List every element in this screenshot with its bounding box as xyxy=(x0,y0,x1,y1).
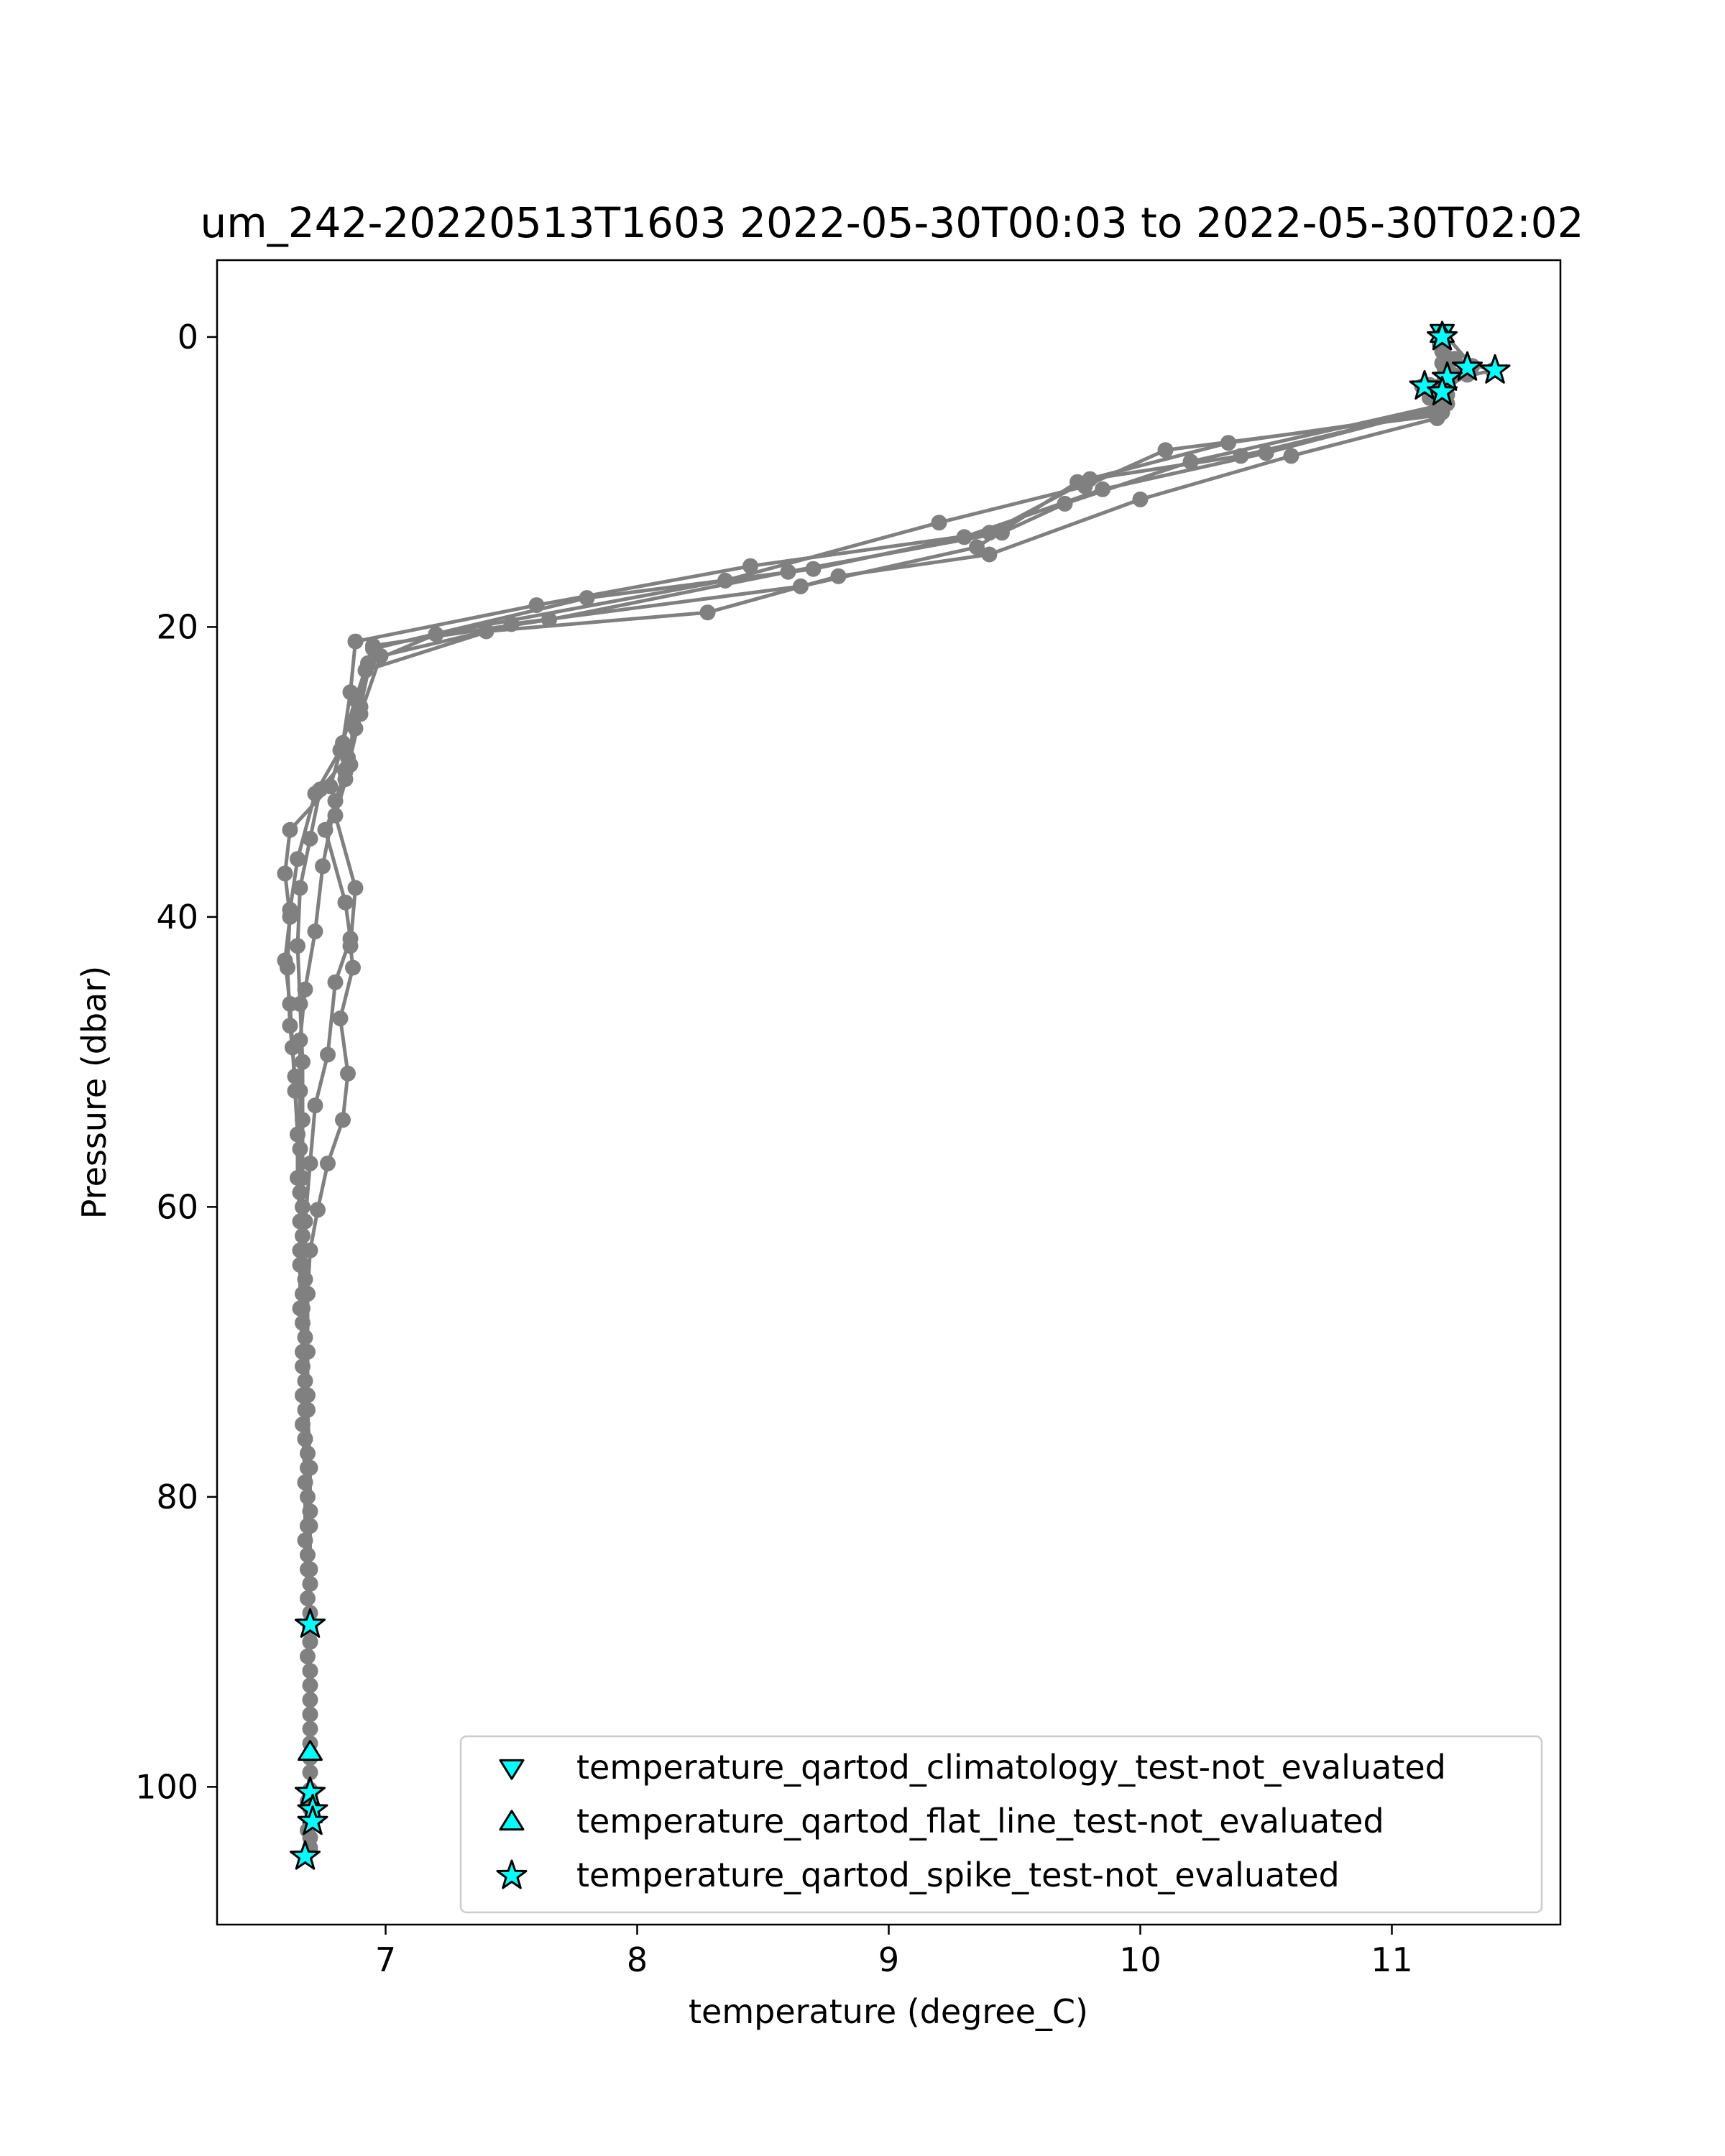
x-tick-label: 9 xyxy=(878,1940,900,1979)
data-point xyxy=(343,931,359,946)
legend-label-spike: temperature_qartod_spike_test-not_evaluated xyxy=(576,1856,1340,1894)
data-point xyxy=(1095,482,1110,497)
data-point xyxy=(1057,496,1073,512)
data-point xyxy=(293,1243,308,1258)
data-point xyxy=(994,525,1010,540)
profile-line-3 xyxy=(300,334,1473,1819)
data-point xyxy=(700,604,716,620)
data-point xyxy=(295,1199,310,1215)
data-point xyxy=(338,771,354,787)
data-point xyxy=(742,558,758,574)
data-point xyxy=(504,616,520,632)
data-point xyxy=(831,568,847,584)
data-point xyxy=(335,1112,351,1128)
y-tick-label: 80 xyxy=(156,1477,198,1516)
data-point xyxy=(345,960,361,976)
triangle-up-flag-marker xyxy=(299,1741,322,1760)
data-point xyxy=(348,634,364,650)
data-point xyxy=(295,1315,310,1331)
data-point xyxy=(340,1066,356,1082)
data-point xyxy=(303,1576,318,1592)
legend-label-climatology: temperature_qartod_climatology_test-not_evaluated xyxy=(576,1748,1446,1787)
x-axis-label: temperature (degree_C) xyxy=(689,1992,1088,2031)
data-point xyxy=(300,1402,316,1418)
data-point xyxy=(295,1416,310,1432)
data-point xyxy=(303,1156,318,1171)
data-point xyxy=(1284,448,1300,464)
data-point xyxy=(303,831,318,847)
data-point xyxy=(300,1649,316,1664)
plot-frame xyxy=(217,260,1560,1925)
data-point xyxy=(1233,448,1249,464)
data-point xyxy=(365,638,381,654)
data-point xyxy=(298,1330,313,1345)
data-point xyxy=(303,1692,318,1708)
data-point xyxy=(303,1721,318,1737)
data-point xyxy=(282,902,298,918)
data-point xyxy=(303,1518,318,1534)
data-point xyxy=(290,938,305,954)
data-point xyxy=(295,1257,310,1273)
data-point xyxy=(288,1069,303,1084)
data-point xyxy=(1158,442,1174,458)
data-point xyxy=(1220,435,1236,451)
data-point xyxy=(295,1170,310,1186)
data-point xyxy=(529,597,545,613)
y-tick-label: 20 xyxy=(156,607,198,647)
y-tick-label: 60 xyxy=(156,1187,198,1227)
data-point xyxy=(280,960,295,976)
data-point xyxy=(1183,453,1199,469)
data-point xyxy=(541,612,557,627)
data-point xyxy=(293,1083,308,1099)
data-point xyxy=(328,793,344,809)
data-point xyxy=(293,996,308,1012)
data-point xyxy=(303,1460,318,1476)
data-point xyxy=(303,1562,318,1577)
data-point xyxy=(338,895,354,911)
data-point xyxy=(295,1228,310,1244)
data-point xyxy=(806,561,822,577)
data-point xyxy=(428,627,444,642)
data-point xyxy=(1259,445,1274,461)
data-point xyxy=(300,1445,316,1461)
data-point xyxy=(1070,474,1085,490)
data-point xyxy=(328,975,344,990)
data-point xyxy=(293,1184,308,1200)
profile-line-4 xyxy=(308,338,1448,1802)
data-point xyxy=(320,1156,336,1171)
data-point xyxy=(793,579,809,594)
data-point xyxy=(298,1532,313,1548)
data-point xyxy=(579,590,595,606)
data-point xyxy=(300,1286,316,1302)
data-point xyxy=(293,1032,308,1048)
profile-line-6 xyxy=(288,344,1448,1823)
data-point xyxy=(308,923,323,939)
data-point xyxy=(353,706,369,722)
data-point xyxy=(303,1677,318,1693)
data-point xyxy=(717,573,733,589)
profile-line-1 xyxy=(285,337,1468,1856)
data-point xyxy=(300,1344,316,1360)
data-point xyxy=(1430,410,1445,426)
data-point xyxy=(290,1127,305,1143)
y-axis-label: Pressure (dbar) xyxy=(75,965,114,1220)
data-point xyxy=(298,1271,313,1287)
chart-title: um_242-20220513T1603 2022-05-30T00:03 to 2022-05-30T02:02 xyxy=(200,198,1584,247)
data-point xyxy=(333,742,349,758)
data-point xyxy=(310,1202,326,1217)
data-point xyxy=(308,1097,323,1113)
data-point xyxy=(277,865,293,881)
x-tick-label: 10 xyxy=(1119,1940,1162,1979)
data-point xyxy=(358,663,374,678)
star-flag-marker xyxy=(1481,355,1509,382)
data-point xyxy=(932,515,947,530)
data-point xyxy=(298,1431,313,1447)
data-point xyxy=(957,529,972,545)
y-tick-label: 100 xyxy=(135,1767,198,1807)
x-tick-label: 7 xyxy=(374,1940,397,1979)
data-point xyxy=(303,1503,318,1519)
data-point xyxy=(308,786,323,801)
data-point xyxy=(298,1475,313,1491)
data-point xyxy=(320,1047,336,1063)
data-point xyxy=(303,1707,318,1723)
data-point xyxy=(781,564,796,580)
data-point xyxy=(315,858,331,874)
data-point xyxy=(282,1018,298,1033)
x-axis-ticks xyxy=(375,1925,1413,1979)
data-point xyxy=(298,982,313,998)
data-point xyxy=(333,1010,349,1026)
y-tick-label: 0 xyxy=(177,317,198,356)
data-point xyxy=(348,691,364,707)
data-point xyxy=(328,808,344,824)
data-point xyxy=(295,1112,310,1128)
data-point xyxy=(300,1547,316,1563)
x-tick-label: 8 xyxy=(626,1940,648,1979)
qc-flag-markers xyxy=(291,322,1510,1869)
data-point xyxy=(300,1489,316,1505)
y-tick-label: 40 xyxy=(156,897,198,936)
data-point xyxy=(293,880,308,896)
profile-points xyxy=(277,326,1501,1864)
data-point xyxy=(295,1054,310,1070)
data-point xyxy=(318,822,334,838)
data-point xyxy=(343,757,359,773)
data-point xyxy=(298,1373,313,1389)
data-point xyxy=(295,1358,310,1374)
data-point xyxy=(348,880,364,896)
data-point xyxy=(1133,492,1149,507)
data-point xyxy=(293,1141,308,1157)
data-point xyxy=(300,1388,316,1404)
data-point xyxy=(982,547,998,563)
data-point xyxy=(300,1590,316,1606)
data-point xyxy=(303,1634,318,1650)
legend xyxy=(461,1736,1542,1912)
legend-label-flat-line: temperature_qartod_flat_line_test-not_evaluated xyxy=(576,1802,1384,1841)
data-point xyxy=(298,1214,313,1230)
profile-lines xyxy=(285,334,1493,1856)
data-point xyxy=(290,851,305,867)
data-point xyxy=(479,624,494,640)
data-point xyxy=(303,1663,318,1679)
data-point xyxy=(282,822,298,838)
data-point xyxy=(295,1301,310,1317)
y-axis-ticks xyxy=(135,318,217,1806)
x-tick-label: 11 xyxy=(1371,1940,1413,1979)
